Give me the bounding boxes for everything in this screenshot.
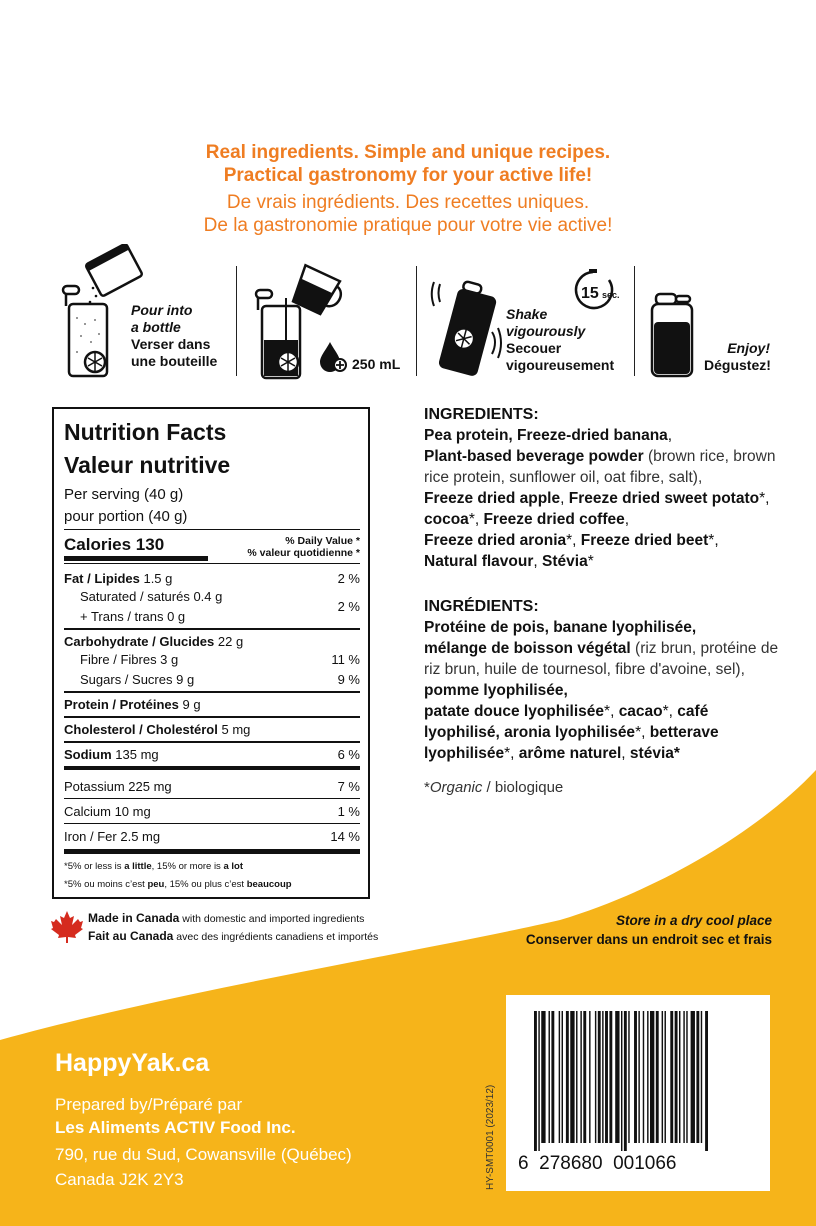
step-enjoy-text (704, 340, 770, 374)
footnote-fr (64, 879, 360, 890)
timer-unit: sec. (602, 290, 620, 300)
ingr-fr-8: , (563, 682, 568, 699)
footnote-fr-d: beaucoup (246, 879, 292, 890)
rule (64, 823, 360, 824)
ingr-fr-13: café lyophilisé (424, 703, 709, 741)
ingr-en-10: *, (759, 490, 770, 507)
storage-note (526, 911, 772, 949)
barcode-bar (643, 1011, 644, 1143)
tagline-en-2: Practical gastronomy for your active life! (223, 165, 593, 186)
footnote-fr-c: , 15% ou plus c’est (164, 879, 247, 890)
sodium-pct: 6 % (337, 747, 360, 762)
address: 790, rue du Sud, Cowansville (Québec) (55, 1145, 352, 1164)
nutrition-title-fr: Valeur nutritive (64, 452, 231, 478)
barcode-bar (598, 1011, 601, 1143)
iron-row (64, 829, 360, 844)
ingr-fr-18: *, (504, 745, 519, 762)
footnote-en (64, 861, 360, 872)
barcode-bar (605, 1011, 608, 1143)
barcode-bar (566, 1011, 569, 1143)
sodium-label: Sodium (64, 747, 112, 762)
ingr-en-6: (brown rice, brown rice protein, sunflower oil, oat fibre, salt), (424, 448, 776, 486)
ingr-en-21: Stévia (542, 553, 588, 570)
tagline-en-1: Real ingredients. Simple and unique recipes. (205, 142, 611, 163)
nutrition-facts-table (52, 407, 370, 899)
ingr-fr-17: betterave lyophilisée (424, 724, 719, 762)
ingr-en-16: *, (566, 532, 581, 549)
calcium-pct: 1 % (337, 804, 360, 819)
barcode-bar (559, 1011, 560, 1143)
footnote-fr-b: peu (147, 879, 165, 890)
ingr-fr-7: pomme lyophilisée (424, 682, 564, 699)
ingr-en-20: , (533, 553, 543, 570)
ingredients-en (424, 404, 784, 572)
barcode-bar (609, 1011, 612, 1143)
potassium-pct: 7 % (337, 779, 360, 794)
barcode-bar (562, 1011, 563, 1143)
protein-label: Protein / Protéines (64, 697, 179, 712)
rule (64, 529, 360, 530)
ingr-fr-14: , (495, 724, 505, 741)
product-code: HY-SMT0001 (2023/12) (485, 1084, 496, 1190)
organic-en: Organic (429, 779, 483, 796)
barcode-bar (538, 1011, 539, 1151)
ingr-en-9: Freeze dried sweet potato (568, 490, 760, 507)
rule-thick (64, 556, 208, 561)
maple-leaf-icon (50, 910, 84, 944)
fat-row (64, 571, 360, 586)
ingr-en-2: , (508, 427, 518, 444)
ingr-fr-2: , (544, 619, 554, 636)
barcode-bar (650, 1011, 654, 1143)
step-shake-text (506, 306, 614, 374)
barcode-bar (665, 1011, 666, 1143)
ingr-fr-6: (riz brun, protéine de riz brun, huile de tournesol, fibre d'avoine, sel), (424, 640, 779, 678)
calories: Calories 130 (64, 535, 165, 554)
ingr-en-11: cocoa (424, 511, 469, 528)
barcode-bar (647, 1011, 648, 1143)
storage-en: Store in a dry cool place (615, 913, 772, 928)
barcode-bar (634, 1011, 637, 1143)
serving-size-en: Per serving (40 g) (64, 486, 184, 503)
barcode-bar (670, 1011, 673, 1143)
company-name: Les Aliments ACTIV Food Inc. (55, 1118, 296, 1137)
barcode-bar (628, 1011, 629, 1143)
ingr-en-12: *, (468, 511, 484, 528)
carb-row (64, 634, 360, 649)
sodium-row (64, 747, 360, 762)
ingredients-fr-heading: INGRÉDIENTS: (424, 598, 539, 615)
ingr-fr-10: *, (604, 703, 619, 720)
organic-fr: / biologique (482, 779, 564, 796)
sugars-row (64, 672, 360, 687)
barcode-bar (624, 1011, 627, 1151)
ingr-en-8: , (560, 490, 569, 507)
calcium-row (64, 804, 360, 819)
step-divider (416, 266, 417, 376)
barcode-bar (541, 1011, 545, 1143)
fibre-label: Fibre / Fibres 3 g (80, 652, 179, 667)
ingr-en-17: Freeze dried beet (580, 532, 709, 549)
protein-amount: 9 g (182, 697, 201, 712)
fat-pct: 2 % (337, 571, 360, 586)
step-shake-en-2: vigourously (506, 323, 586, 339)
step-pour-fr-2: une bouteille (131, 353, 218, 369)
rule-thick (64, 849, 360, 854)
fibre-row (64, 652, 360, 667)
sodium-amount: 135 mg (115, 747, 159, 762)
ingr-fr-20: , (621, 745, 630, 762)
barcode-bar (570, 1011, 574, 1143)
tagline-fr-1: De vrais ingrédients. Des recettes uniques. (226, 192, 590, 213)
chol-label: Cholesterol / Cholestérol (64, 722, 218, 737)
postal: Canada J2K 2Y3 (55, 1170, 184, 1189)
barcode-bar (675, 1011, 678, 1143)
ingr-fr-4: , (691, 619, 697, 636)
ingredients-fr (424, 596, 784, 764)
made-in-canada (88, 910, 378, 946)
barcode-bar (621, 1011, 622, 1151)
ingr-fr-12: *, (662, 703, 678, 720)
barcode-bar (638, 1011, 639, 1143)
rule (64, 741, 360, 743)
footnote-en-c: , 15% or more is (151, 861, 224, 872)
fat-label: Fat / Lipides (64, 571, 140, 586)
barcode-bar (701, 1011, 702, 1143)
step-shake-fr-2: vigoureusement (506, 357, 615, 373)
ingr-en-4: , (667, 427, 673, 444)
ingr-fr-16: *, (635, 724, 650, 741)
fat-amount: 1.5 g (143, 571, 173, 586)
barcode-bar (686, 1011, 687, 1143)
barcode (534, 1011, 759, 1151)
ingr-fr-3: banane lyophilisée (553, 619, 692, 636)
footnote-en-b: a little (124, 861, 152, 872)
step-pour-text (131, 302, 217, 370)
dv-en: % Daily Value * (285, 535, 360, 547)
barcode-bar (549, 1011, 550, 1143)
sat-pct: 2 % (337, 599, 360, 614)
dv-fr: % valeur quotidienne * (247, 547, 360, 559)
footnote-en-d: a lot (223, 861, 243, 872)
rule (64, 628, 360, 630)
full-bottle-icon (644, 290, 700, 380)
barcode-bar (696, 1011, 699, 1143)
ingr-en-18: *, (708, 532, 719, 549)
made-in-fr-bold: Fait au Canada (88, 929, 174, 943)
barcode-bar (602, 1011, 603, 1143)
ingr-en-13: Freeze dried coffee (483, 511, 625, 528)
ingr-en-5: Plant-based beverage powder (424, 448, 644, 465)
cholesterol-row (64, 722, 360, 737)
website: HappyYak.ca (55, 1049, 210, 1077)
ingr-en-14: , (624, 511, 630, 528)
organic-star: * (424, 779, 430, 796)
barcode-bar (534, 1011, 537, 1151)
step-enjoy-fr: Dégustez! (704, 357, 771, 373)
ingr-en-1: Pea protein (424, 427, 509, 444)
iron-pct: 14 % (330, 829, 360, 844)
step-pour-en-2: a bottle (131, 319, 181, 335)
barcode-bar (615, 1011, 619, 1143)
calcium-label: Calcium 10 mg (64, 804, 151, 819)
saturated-row: Saturated / saturés 0.4 g (80, 589, 223, 604)
sugars-label: Sugars / Sucres 9 g (80, 672, 195, 687)
barcode-bar (580, 1011, 581, 1143)
ingr-fr-21: stévia* (629, 745, 680, 762)
barcode-bar (662, 1011, 663, 1143)
step-enjoy-en: Enjoy! (727, 340, 770, 356)
nutrition-title-en: Nutrition Facts (64, 419, 227, 445)
rule (64, 563, 360, 564)
water-amount: 250 mL (352, 356, 401, 372)
ingr-en-15: Freeze dried aronia (424, 532, 567, 549)
step-shake-en-1: Shake (506, 306, 548, 322)
step-divider (236, 266, 237, 376)
barcode-bar (705, 1011, 708, 1151)
carb-label: Carbohydrate / Glucides (64, 634, 215, 649)
barcode-bar (683, 1011, 684, 1143)
ingr-fr-9: patate douce lyophilisée (424, 703, 605, 720)
ingr-fr-5: mélange de boisson végétal (424, 640, 631, 657)
prepared-by: Prepared by/Préparé par (55, 1095, 243, 1114)
organic-note (424, 777, 784, 798)
trans-row: + Trans / trans 0 g (80, 609, 186, 624)
fibre-pct: 11 % (331, 652, 360, 667)
barcode-bar (576, 1011, 577, 1143)
sugars-pct: 9 % (337, 672, 360, 687)
step-divider (634, 266, 635, 376)
rule-thick (64, 766, 360, 770)
barcode-bar (589, 1011, 590, 1143)
ingr-en-22: * (587, 553, 594, 570)
ingr-fr-11: cacao (618, 703, 663, 720)
made-in-fr-rest: avec des ingrédients canadiens et importés (173, 931, 379, 943)
step-shake-fr-1: Secouer (506, 340, 562, 356)
barcode-digits: 6 278680 001066 (518, 1153, 677, 1174)
barcode-panel (506, 995, 770, 1191)
barcode-bar (679, 1011, 680, 1143)
potassium-row (64, 779, 360, 794)
iron-label: Iron / Fer 2.5 mg (64, 829, 161, 844)
serving-size-fr: pour portion (40 g) (64, 508, 188, 525)
ingr-fr-1: Protéine de pois (424, 619, 545, 636)
footnote-en-a: *5% or less is (64, 861, 125, 872)
barcode-bar (583, 1011, 586, 1143)
tagline-fr-2: De la gastronomie pratique pour votre vie active! (203, 215, 613, 236)
rule (64, 691, 360, 693)
rule (64, 798, 360, 799)
ingr-en-19: Natural flavour (424, 553, 534, 570)
footnote-fr-a: *5% ou moins c’est (64, 879, 148, 890)
ingr-fr-19: arôme naturel (518, 745, 622, 762)
barcode-bar (691, 1011, 695, 1143)
ingredients-en-heading: INGREDIENTS: (424, 406, 539, 423)
barcode-bar (595, 1011, 596, 1143)
ingr-en-3: Freeze-dried banana (517, 427, 668, 444)
carb-amount: 22 g (217, 634, 244, 649)
shake-bottle-icon (430, 276, 510, 386)
water-drop-icon (318, 340, 348, 372)
barcode-bar (656, 1011, 659, 1143)
made-in-en-bold: Made in Canada (88, 911, 180, 925)
ingr-en-7: Freeze dried apple (424, 490, 561, 507)
rule (64, 716, 360, 718)
made-in-en-rest: with domestic and imported ingredients (179, 913, 365, 925)
protein-row (64, 697, 360, 712)
timer-value: 15 (581, 285, 599, 302)
step-pour-fr-1: Verser dans (131, 336, 211, 352)
ingr-fr-15: aronia lyophilisée (504, 724, 636, 741)
step-pour-en-1: Pour into (131, 302, 193, 318)
storage-fr: Conserver dans un endroit sec et frais (525, 932, 772, 947)
chol-amount: 5 mg (221, 722, 251, 737)
barcode-bar (551, 1011, 554, 1143)
potassium-label: Potassium 225 mg (64, 779, 172, 794)
